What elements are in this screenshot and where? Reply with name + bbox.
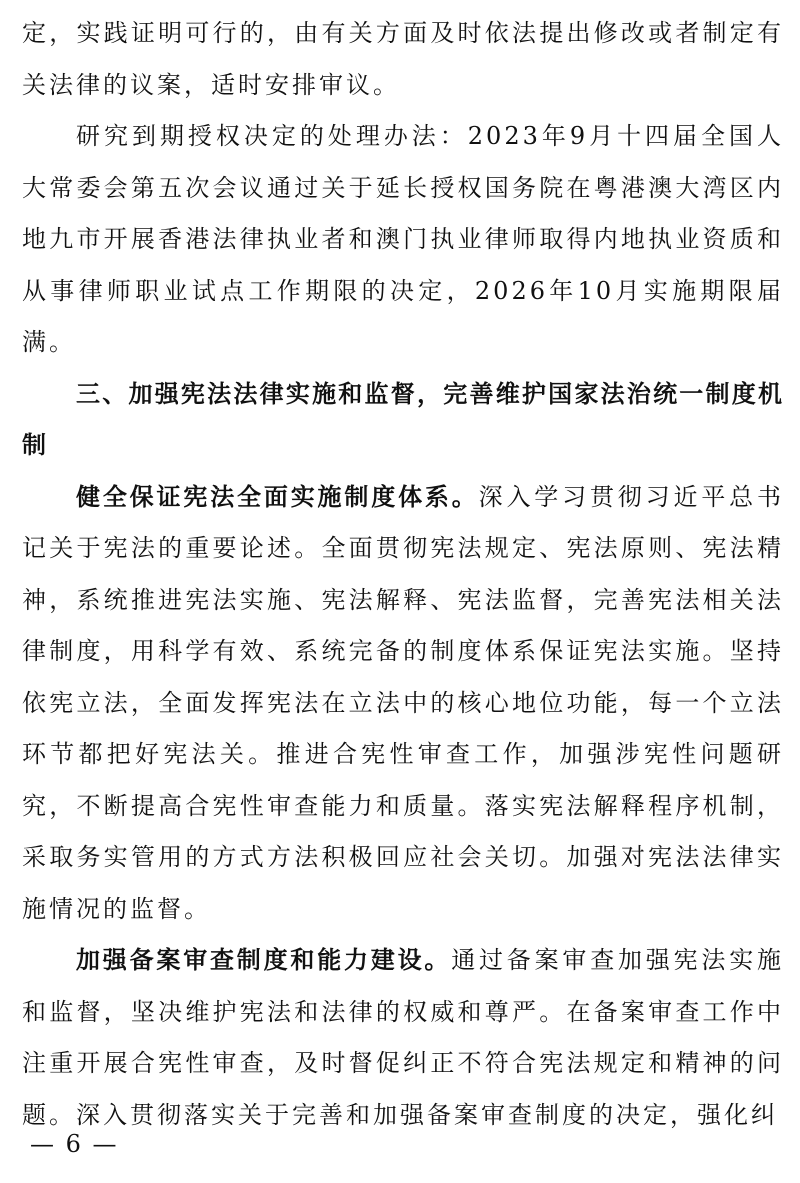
section-heading-text: 三、加强宪法法律实施和监督，完善维护国家法治统一制度机制 bbox=[22, 379, 784, 459]
paragraph-text: 定，实践证明可行的，由有关方面及时依法提出修改或者制定有关法律的议案，适时安排审议。 bbox=[22, 19, 784, 99]
paragraph-text: 深入学习贯彻习近平总书记关于宪法的重要论述。全面贯彻宪法规定、宪法原则、宪法精神，系统推进宪法实施、宪法解释、宪法监督，完善宪法相关法律制度，用科学有效、系统完备的制度体系保证宪法实施。坚持依宪立法，全面发挥宪法在立法中的核心地位功能，每一个立法环节都把好宪法关。推进合宪性审查工作，加强涉宪性问题研究，不断提高合宪性审查能力和质量。落实宪法解释程序机制，采取务实管用的方式方法积极回应社会关切。加强对宪法法律实施情况的监督。 bbox=[22, 482, 785, 923]
section-heading-3 bbox=[22, 369, 784, 472]
document-page bbox=[22, 8, 784, 1141]
paragraph-text: 通过备案审查加强宪法实施和监督，坚决维护宪法和法律的权威和尊严。在备案审查工作中注重开展合宪性审查，及时督促纠正不符合宪法规定和精神的问题。深入贯彻落实关于完善和加强备案审查制度的决定，强化纠 bbox=[22, 946, 785, 1129]
paragraph-continuation bbox=[22, 8, 784, 111]
paragraph-text: 研究到期授权决定的处理办法：2023年9月十四届全国人大常委会第五次会议通过关于延长授权国务院在粤港澳大湾区内地九市开展香港法律执业者和澳门执业律师取得内地执业资质和从事律师职业试点工作期限的决定，2026年10月实施期限届满。 bbox=[22, 122, 784, 356]
paragraph-filing-review bbox=[22, 935, 784, 1141]
paragraph-lead: 加强备案审查制度和能力建设。 bbox=[76, 946, 452, 974]
page-number: — 6 — bbox=[30, 1130, 119, 1158]
paragraph-lead: 健全保证宪法全面实施制度体系。 bbox=[76, 482, 479, 511]
paragraph-constitution-implementation bbox=[22, 472, 784, 936]
paragraph-authorization-deadline bbox=[22, 111, 784, 369]
